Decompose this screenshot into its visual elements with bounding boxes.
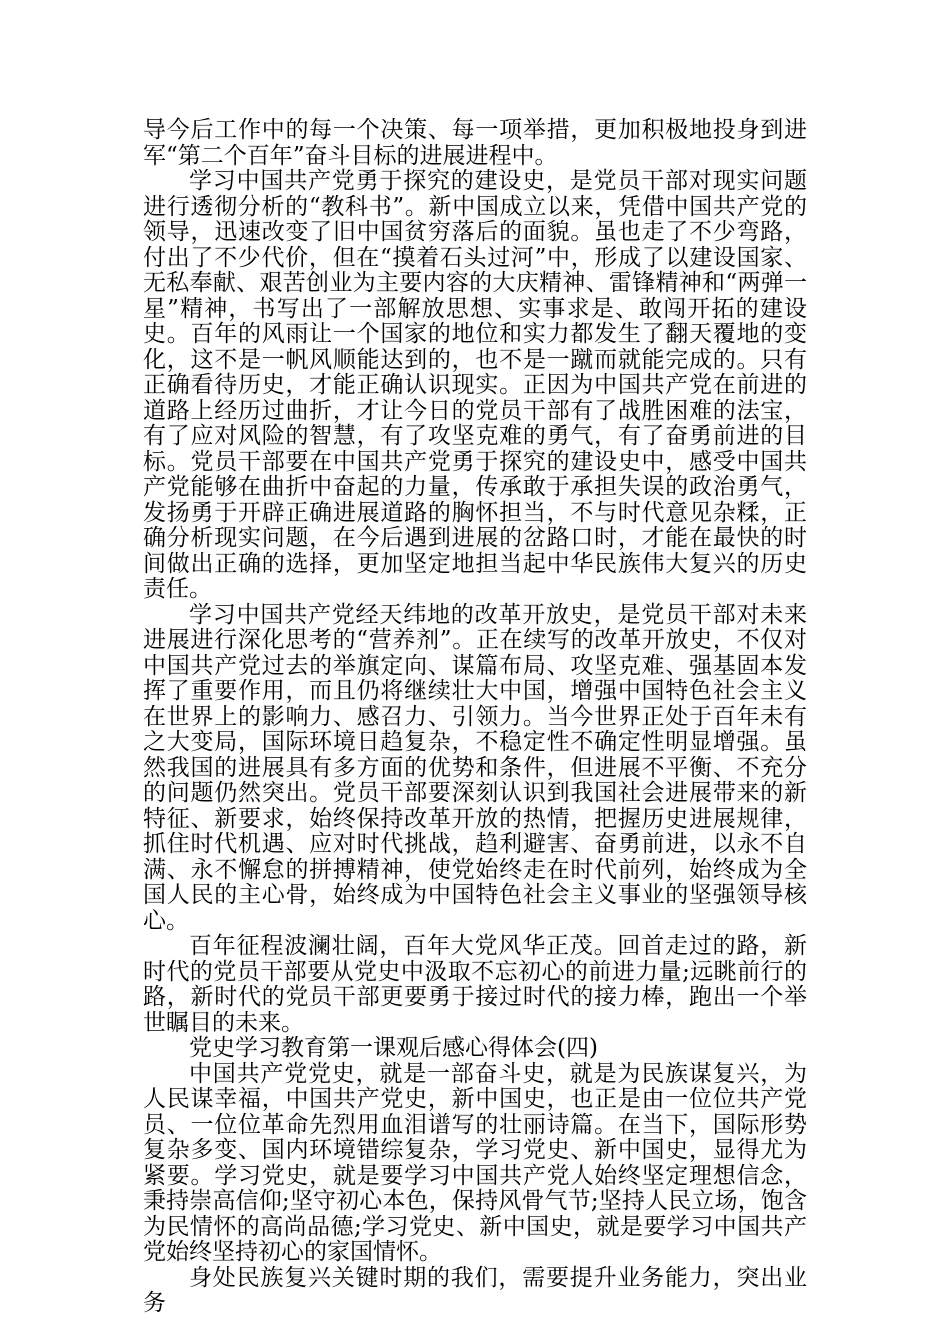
paragraph-1: 导今后工作中的每一个决策、每一项举措，更加积极地投身到进军“第二个百年”奋斗目标的进展进程中。 bbox=[143, 117, 807, 169]
section-heading: 党史学习教育第一课观后感心得体会(四) bbox=[189, 1035, 598, 1061]
paragraph-4: 百年征程波澜壮阔，百年大党风华正茂。回首走过的路，新时代的党员干部要从党史中汲取不忘初心的前进力量;远眺前行的路，新时代的党员干部更要勇于接过时代的接力棒，跑出一个举世瞩目的未来。 bbox=[143, 933, 807, 1036]
paragraph-2: 学习中国共产党勇于探究的建设史，是党员干部对现实问题进行透彻分析的“教科书”。新中国成立以来，凭借中国共产党的领导，迅速改变了旧中国贫穷落后的面貌。虽也走了不少弯路，付出了不少代价，但在“摸着石头过河”中，形成了以建设国家、无私奉献、艰苦创业为主要内容的大庆精神、雷锋精神和“两弹一星”精神，书写出了一部解放思想、实事求是、敢闯开拓的建设史。百年的风雨让一个国家的地位和实力都发生了翻天覆地的变化，这不是一帆风顺能达到的，也不是一蹴而就能完成的。只有正确看待历史，才能正确认识现实。正因为中国共产党在前进的道路上经历过曲折，才让今日的党员干部有了战胜困难的法宝，有了应对风险的智慧，有了攻坚克难的勇气，有了奋勇前进的目标。党员干部要在中国共产党勇于探究的建设史中，感受中国共产党能够在曲折中奋起的力量，传承敢于承担失误的政治勇气，发扬勇于开辟正确进展道路的胸怀担当，不与时代意见杂糅，正确分析现实问题，在今后遇到进展的岔路口时，才能在最快的时间做出正确的选择，更加坚定地担当起中华民族伟大复兴的历史责任。 bbox=[143, 168, 807, 602]
paragraph-3: 学习中国共产党经天纬地的改革开放史，是党员干部对未来进展进行深化思考的“营养剂”。正在续写的改革开放史，不仅对中国共产党过去的举旗定向、谋篇布局、攻坚克难、强基固本发挥了重要作用，而且仍将继续壮大中国，增强中国特色社会主义在世界上的影响力、感召力、引领力。当今世界正处于百年未有之大变局，国际环境日趋复杂，不稳定性不确定性明显增强。虽然我国的进展具有多方面的优势和条件，但进展不平衡、不充分的问题仍然突出。党员干部要深刻认识到我国社会进展带来的新特征、新要求，始终保持改革开放的热情，把握历史进展规律，抓住时代机遇、应对时代挑战，趋利避害、奋勇前进，以永不自满、永不懈怠的拼搏精神，使党始终走在时代前列，始终成为全国人民的主心骨，始终成为中国特色社会主义事业的坚强领导核心。 bbox=[143, 601, 807, 934]
paragraph-5: 中国共产党党史，就是一部奋斗史，就是为民族谋复兴，为人民谋幸福，中国共产党史，新中国史，也正是由一位位共产党员、一位位革命先烈用血泪谱写的壮丽诗篇。在当下，国际形势复杂多变、国内环境错综复杂，学习党史、新中国史，显得尤为紧要。学习党史，就是要学习中国共产党人始终坚定理想信念，秉持崇高信仰;坚守初心本色，保持风骨气节;坚持人民立场，饱含为民情怀的高尚品德;学习党史、新中国史，就是要学习中国共产党始终坚持初心的家国情怀。 bbox=[143, 1060, 807, 1265]
paragraph-6: 身处民族复兴关键时期的我们，需要提升业务能力，突出业务 bbox=[143, 1264, 807, 1316]
document-body bbox=[143, 118, 807, 1317]
